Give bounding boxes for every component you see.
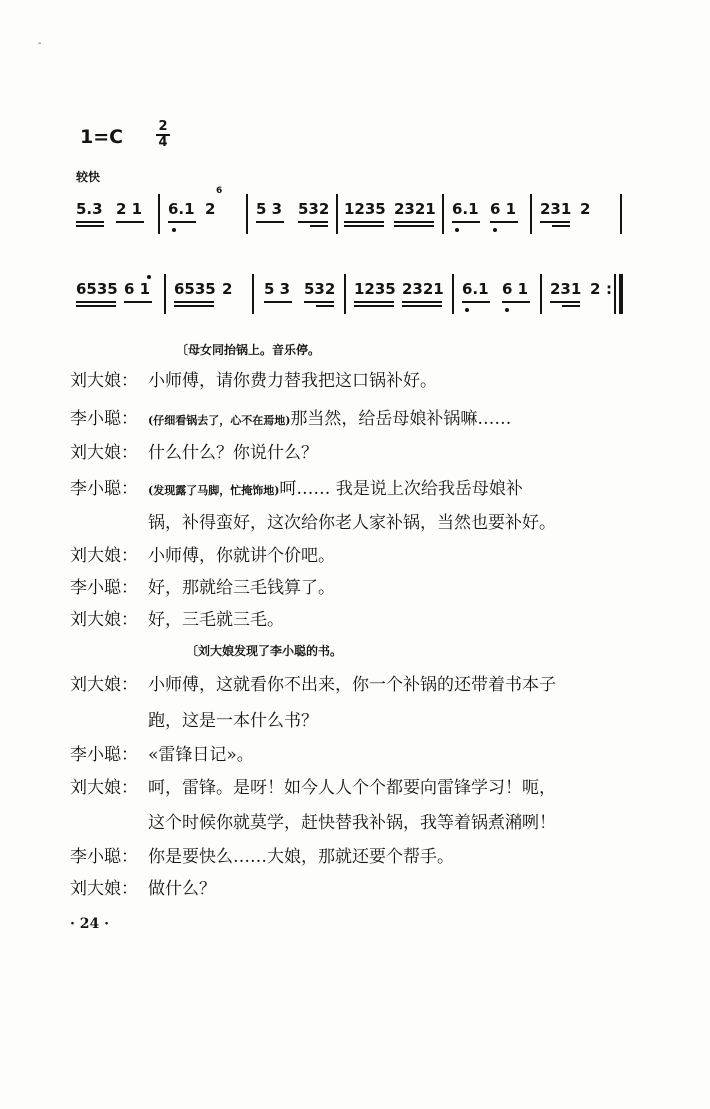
note: 2 <box>205 200 216 218</box>
speaker: 李小聪： <box>70 847 138 867</box>
dialogue-line <box>70 670 556 695</box>
note-group: 6.1 <box>168 200 195 218</box>
note-group: 2321 <box>394 200 436 218</box>
dialogue-line <box>70 740 254 765</box>
time-signature-top: 2 <box>158 119 168 134</box>
note-group: 231 <box>550 280 582 298</box>
dialogue-line <box>70 541 335 566</box>
speaker: 刘大娘： <box>70 778 138 798</box>
note: 2 <box>590 280 601 298</box>
dialogue-line <box>70 438 318 463</box>
grace-note: 6 <box>216 186 223 196</box>
dialogue-line <box>70 366 437 391</box>
dialogue-line <box>70 404 511 429</box>
repeat-dots: : <box>606 280 612 298</box>
line-text: 做什么？ <box>148 879 216 899</box>
stage-direction: 〔刘大娘发现了李小聪的书。 <box>186 644 343 658</box>
page-speck: - <box>38 38 42 49</box>
note-group: 5 3 <box>264 280 291 298</box>
dialogue-line <box>70 474 523 499</box>
note-group: 532 <box>304 280 336 298</box>
time-signature <box>156 121 170 149</box>
note-group: 1235 <box>354 280 396 298</box>
dialogue-continuation: 锅，补得蛮好，这次给你老人家补锅，当然也要补好。 <box>148 513 556 533</box>
note-group: 6 1 <box>502 280 529 298</box>
key-signature: 1=C <box>80 126 124 148</box>
speaker: 李小聪： <box>70 409 138 429</box>
note-group: 2 1 <box>116 200 143 218</box>
line-text: 呵…… 我是说上次给我岳母娘补 <box>279 479 523 499</box>
line-text: 小师傅，请你费力替我把这口锅补好。 <box>148 371 437 391</box>
speaker: 李小聪： <box>70 578 138 598</box>
dialogue-line <box>70 874 216 899</box>
note: 2 <box>222 280 233 298</box>
stage-direction: 〔母女同抬锅上。音乐停。 <box>176 343 321 357</box>
note-group: 532 <box>298 200 330 218</box>
line-text: 好，那就给三毛钱算了。 <box>148 578 335 598</box>
note-group: 1235 <box>344 200 386 218</box>
dialogue-continuation: 这个时候你就莫学，赶快替我补锅，我等着锅煮潲咧！ <box>148 813 556 833</box>
note-group: 6.1 <box>452 200 479 218</box>
line-text: 好，三毛就三毛。 <box>148 610 284 630</box>
line-text: 小师傅，这就看你不出来，你一个补锅的还带着书本子 <box>148 675 556 695</box>
dialogue-continuation: 跑，这是一本什么书？ <box>148 711 318 731</box>
dialogue-line <box>70 842 454 867</box>
note-group: 5.3 <box>76 200 103 218</box>
stage-note: (发现露了马脚，忙掩饰地) <box>148 484 280 497</box>
dialogue-line <box>70 605 284 630</box>
speaker: 刘大娘： <box>70 546 138 566</box>
speaker: 刘大娘： <box>70 443 138 463</box>
note-group: 2321 <box>402 280 444 298</box>
speaker: 李小聪： <box>70 479 138 499</box>
line-text: 呵，雷锋。是呀！如今人人个个都要向雷锋学习！呃， <box>148 778 556 798</box>
score-row-1 <box>70 186 630 260</box>
note: 2 <box>580 200 591 218</box>
dialogue-line <box>70 773 556 798</box>
line-text: 你是要快么……大娘，那就还要个帮手。 <box>148 847 454 867</box>
note-group: 5 3 <box>256 200 283 218</box>
note-group: 6535 <box>76 280 118 298</box>
speaker: 李小聪： <box>70 745 138 765</box>
line-text: 什么什么？你说什么？ <box>148 443 318 463</box>
page-number: · 24 · <box>70 916 109 932</box>
note-group: 231 <box>540 200 572 218</box>
note-group: 6 1 <box>124 280 151 298</box>
score-row-2 <box>70 280 630 340</box>
speaker: 刘大娘： <box>70 675 138 695</box>
speaker: 刘大娘： <box>70 610 138 630</box>
note-group: 6 1 <box>490 200 517 218</box>
speaker: 刘大娘： <box>70 879 138 899</box>
tempo-marking: 较快 <box>76 170 101 184</box>
dialogue-line <box>70 573 335 598</box>
speaker: 刘大娘： <box>70 371 138 391</box>
line-text: 那当然，给岳母娘补锅嘛…… <box>290 409 512 429</box>
time-signature-bottom: 4 <box>158 135 168 150</box>
stage-note: (仔细看锅去了，心不在焉地) <box>148 414 291 427</box>
note-group: 6.1 <box>462 280 489 298</box>
note-group: 6535 <box>174 280 216 298</box>
line-text: «雷锋日记»。 <box>148 745 254 765</box>
line-text: 小师傅，你就讲个价吧。 <box>148 546 335 566</box>
